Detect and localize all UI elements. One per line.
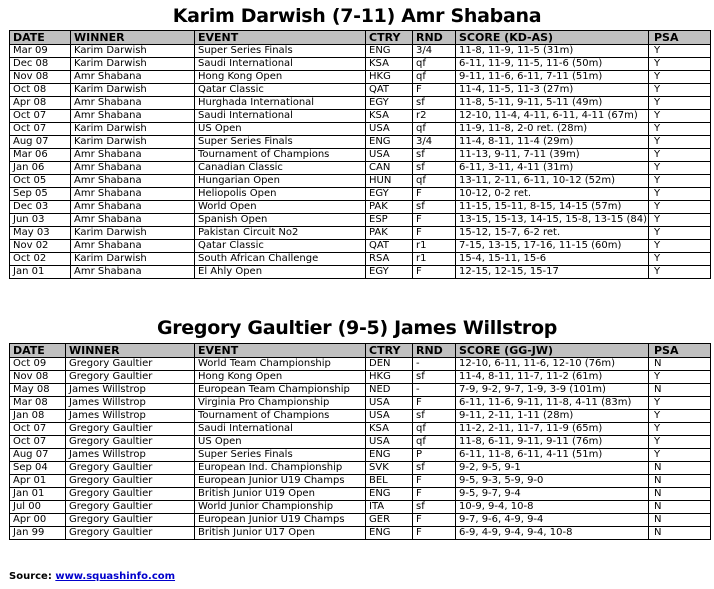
- cell-date: Nov 08: [10, 371, 66, 384]
- cell-psa: Y: [649, 449, 711, 462]
- col-header-psa: PSA: [649, 31, 711, 45]
- cell-winner: Gregory Gaultier: [66, 423, 195, 436]
- cell-psa: Y: [649, 253, 711, 266]
- cell-event: European Ind. Championship: [195, 462, 366, 475]
- cell-event: US Open: [195, 436, 366, 449]
- table1-body: [10, 45, 711, 279]
- cell-winner: Gregory Gaultier: [66, 475, 195, 488]
- cell-rnd: F: [413, 266, 456, 279]
- cell-event: Super Series Finals: [195, 45, 366, 58]
- cell-rnd: sf: [413, 501, 456, 514]
- cell-psa: Y: [649, 84, 711, 97]
- cell-score: 11-2, 2-11, 11-7, 11-9 (65m): [456, 423, 649, 436]
- cell-psa: Y: [649, 45, 711, 58]
- cell-date: Jan 08: [10, 410, 66, 423]
- cell-rnd: P: [413, 449, 456, 462]
- cell-winner: James Willstrop: [66, 410, 195, 423]
- cell-event: World Team Championship: [195, 358, 366, 371]
- cell-winner: Amr Shabana: [71, 110, 195, 123]
- cell-psa: Y: [649, 162, 711, 175]
- cell-rnd: 3/4: [413, 45, 456, 58]
- cell-event: Pakistan Circuit No2: [195, 227, 366, 240]
- cell-date: Sep 05: [10, 188, 71, 201]
- cell-score: 9-2, 9-5, 9-1: [456, 462, 649, 475]
- cell-winner: Karim Darwish: [71, 45, 195, 58]
- cell-winner: Amr Shabana: [71, 240, 195, 253]
- cell-winner: Gregory Gaultier: [66, 462, 195, 475]
- col-header-psa: PSA: [649, 344, 711, 358]
- cell-psa: Y: [649, 149, 711, 162]
- table-row: [10, 462, 711, 475]
- cell-ctry: ENG: [366, 488, 413, 501]
- cell-winner: Amr Shabana: [71, 149, 195, 162]
- cell-rnd: F: [413, 188, 456, 201]
- cell-score: 11-4, 8-11, 11-7, 11-2 (61m): [456, 371, 649, 384]
- cell-date: Mar 08: [10, 397, 66, 410]
- cell-winner: Gregory Gaultier: [66, 501, 195, 514]
- cell-ctry: ENG: [366, 449, 413, 462]
- cell-ctry: RSA: [366, 253, 413, 266]
- cell-score: 6-11, 11-6, 9-11, 11-8, 4-11 (83m): [456, 397, 649, 410]
- cell-date: Oct 08: [10, 84, 71, 97]
- cell-rnd: qf: [413, 436, 456, 449]
- cell-date: Apr 00: [10, 514, 66, 527]
- table-row: [10, 240, 711, 253]
- cell-date: Oct 09: [10, 358, 66, 371]
- cell-event: Hong Kong Open: [195, 371, 366, 384]
- cell-ctry: ITA: [366, 501, 413, 514]
- cell-psa: N: [649, 501, 711, 514]
- cell-event: World Open: [195, 201, 366, 214]
- cell-score: 15-4, 15-11, 15-6: [456, 253, 649, 266]
- cell-ctry: BEL: [366, 475, 413, 488]
- cell-psa: Y: [649, 188, 711, 201]
- cell-score: 12-10, 11-4, 4-11, 6-11, 4-11 (67m): [456, 110, 649, 123]
- cell-event: Tournament of Champions: [195, 410, 366, 423]
- cell-score: 10-12, 0-2 ret.: [456, 188, 649, 201]
- cell-rnd: F: [413, 84, 456, 97]
- cell-psa: Y: [649, 58, 711, 71]
- cell-rnd: F: [413, 527, 456, 540]
- cell-event: Heliopolis Open: [195, 188, 366, 201]
- table-row: [10, 423, 711, 436]
- cell-winner: Amr Shabana: [71, 266, 195, 279]
- cell-psa: N: [649, 527, 711, 540]
- cell-rnd: qf: [413, 71, 456, 84]
- cell-date: Aug 07: [10, 136, 71, 149]
- cell-event: Qatar Classic: [195, 84, 366, 97]
- cell-winner: Karim Darwish: [71, 227, 195, 240]
- cell-score: 6-9, 4-9, 9-4, 9-4, 10-8: [456, 527, 649, 540]
- cell-rnd: F: [413, 514, 456, 527]
- cell-winner: Gregory Gaultier: [66, 527, 195, 540]
- cell-rnd: r1: [413, 240, 456, 253]
- table-row: [10, 266, 711, 279]
- cell-psa: N: [649, 384, 711, 397]
- cell-score: 13-15, 15-13, 14-15, 15-8, 13-15 (84): [456, 214, 649, 227]
- table-row: [10, 84, 711, 97]
- cell-date: May 08: [10, 384, 66, 397]
- cell-event: Qatar Classic: [195, 240, 366, 253]
- col-header-date: DATE: [10, 31, 71, 45]
- table-row: [10, 188, 711, 201]
- cell-ctry: KSA: [366, 58, 413, 71]
- cell-ctry: KSA: [366, 423, 413, 436]
- cell-psa: N: [649, 514, 711, 527]
- cell-ctry: PAK: [366, 201, 413, 214]
- cell-rnd: sf: [413, 462, 456, 475]
- table1-title: Karim Darwish (7-11) Amr Shabana: [172, 5, 542, 27]
- cell-ctry: USA: [366, 436, 413, 449]
- table-row: [10, 45, 711, 58]
- cell-psa: Y: [649, 266, 711, 279]
- table-row: [10, 58, 711, 71]
- cell-rnd: 3/4: [413, 136, 456, 149]
- cell-ctry: CAN: [366, 162, 413, 175]
- cell-ctry: QAT: [366, 240, 413, 253]
- cell-score: 9-5, 9-3, 5-9, 9-0: [456, 475, 649, 488]
- cell-event: Saudi International: [195, 58, 366, 71]
- cell-event: European Junior U19 Champs: [195, 475, 366, 488]
- cell-date: Jun 03: [10, 214, 71, 227]
- cell-date: Oct 02: [10, 253, 71, 266]
- cell-date: Oct 05: [10, 175, 71, 188]
- cell-event: Hong Kong Open: [195, 71, 366, 84]
- cell-psa: Y: [649, 397, 711, 410]
- cell-psa: Y: [649, 214, 711, 227]
- cell-winner: Karim Darwish: [71, 253, 195, 266]
- cell-psa: Y: [649, 410, 711, 423]
- cell-psa: Y: [649, 436, 711, 449]
- table-row: [10, 488, 711, 501]
- cell-score: 12-10, 6-11, 11-6, 12-10 (76m): [456, 358, 649, 371]
- table-row: [10, 410, 711, 423]
- table-row: [10, 253, 711, 266]
- cell-event: Hurghada International: [195, 97, 366, 110]
- cell-date: Jul 00: [10, 501, 66, 514]
- cell-score: 9-5, 9-7, 9-4: [456, 488, 649, 501]
- cell-psa: N: [649, 358, 711, 371]
- cell-rnd: sf: [413, 410, 456, 423]
- cell-rnd: F: [413, 214, 456, 227]
- cell-rnd: -: [413, 384, 456, 397]
- cell-score: 6-11, 11-9, 11-5, 11-6 (50m): [456, 58, 649, 71]
- cell-date: Aug 07: [10, 449, 66, 462]
- cell-date: Nov 02: [10, 240, 71, 253]
- source-link[interactable]: www.squashinfo.com: [55, 571, 176, 582]
- cell-ctry: GER: [366, 514, 413, 527]
- cell-rnd: sf: [413, 97, 456, 110]
- cell-winner: Gregory Gaultier: [66, 488, 195, 501]
- cell-rnd: r1: [413, 253, 456, 266]
- cell-ctry: ESP: [366, 214, 413, 227]
- cell-ctry: QAT: [366, 84, 413, 97]
- cell-ctry: ENG: [366, 527, 413, 540]
- cell-psa: Y: [649, 136, 711, 149]
- cell-score: 6-11, 11-8, 6-11, 4-11 (51m): [456, 449, 649, 462]
- col-header-ctry: CTRY: [366, 344, 413, 358]
- table-row: [10, 201, 711, 214]
- cell-event: Saudi International: [195, 110, 366, 123]
- cell-rnd: F: [413, 475, 456, 488]
- cell-event: Saudi International: [195, 423, 366, 436]
- cell-winner: Gregory Gaultier: [66, 358, 195, 371]
- cell-ctry: EGY: [366, 266, 413, 279]
- cell-event: Tournament of Champions: [195, 149, 366, 162]
- table-row: [10, 397, 711, 410]
- table-row: [10, 97, 711, 110]
- head-to-head-table-gaultier-willstrop: [9, 343, 711, 540]
- cell-psa: N: [649, 462, 711, 475]
- cell-ctry: EGY: [366, 97, 413, 110]
- table-row: [10, 449, 711, 462]
- cell-event: Super Series Finals: [195, 136, 366, 149]
- cell-score: 11-15, 15-11, 8-15, 14-15 (57m): [456, 201, 649, 214]
- cell-ctry: PAK: [366, 227, 413, 240]
- cell-psa: Y: [649, 371, 711, 384]
- source-line: [9, 571, 175, 582]
- cell-rnd: qf: [413, 175, 456, 188]
- cell-rnd: r2: [413, 110, 456, 123]
- cell-date: Nov 08: [10, 71, 71, 84]
- table-row: [10, 214, 711, 227]
- cell-ctry: USA: [366, 397, 413, 410]
- cell-winner: James Willstrop: [66, 449, 195, 462]
- cell-score: 10-9, 9-4, 10-8: [456, 501, 649, 514]
- col-header-event: EVENT: [195, 344, 366, 358]
- cell-score: 7-9, 9-2, 9-7, 1-9, 3-9 (101m): [456, 384, 649, 397]
- cell-winner: Gregory Gaultier: [66, 436, 195, 449]
- table-row: [10, 149, 711, 162]
- cell-winner: Gregory Gaultier: [66, 514, 195, 527]
- cell-rnd: qf: [413, 123, 456, 136]
- table-row: [10, 475, 711, 488]
- table-row: [10, 384, 711, 397]
- cell-event: European Team Championship: [195, 384, 366, 397]
- cell-psa: Y: [649, 175, 711, 188]
- cell-ctry: EGY: [366, 188, 413, 201]
- cell-psa: Y: [649, 110, 711, 123]
- cell-psa: Y: [649, 240, 711, 253]
- table-row: [10, 527, 711, 540]
- cell-ctry: KSA: [366, 110, 413, 123]
- cell-psa: N: [649, 475, 711, 488]
- cell-date: Oct 07: [10, 436, 66, 449]
- cell-date: Apr 08: [10, 97, 71, 110]
- cell-score: 11-8, 5-11, 9-11, 5-11 (49m): [456, 97, 649, 110]
- table-row: [10, 514, 711, 527]
- cell-score: 11-4, 8-11, 11-4 (29m): [456, 136, 649, 149]
- cell-event: El Ahly Open: [195, 266, 366, 279]
- cell-winner: Amr Shabana: [71, 175, 195, 188]
- cell-date: May 03: [10, 227, 71, 240]
- cell-score: 9-11, 11-6, 6-11, 7-11 (51m): [456, 71, 649, 84]
- cell-rnd: sf: [413, 162, 456, 175]
- cell-date: Jan 01: [10, 488, 66, 501]
- cell-date: Apr 01: [10, 475, 66, 488]
- source-label: Source:: [9, 571, 52, 582]
- cell-rnd: sf: [413, 371, 456, 384]
- cell-ctry: HKG: [366, 371, 413, 384]
- cell-winner: Amr Shabana: [71, 188, 195, 201]
- cell-winner: James Willstrop: [66, 384, 195, 397]
- table-row: [10, 71, 711, 84]
- cell-score: 11-8, 6-11, 9-11, 9-11 (76m): [456, 436, 649, 449]
- cell-ctry: USA: [366, 149, 413, 162]
- cell-score: 9-11, 2-11, 1-11 (28m): [456, 410, 649, 423]
- cell-score: 11-13, 9-11, 7-11 (39m): [456, 149, 649, 162]
- col-header-score: SCORE (KD-AS): [456, 31, 649, 45]
- cell-event: Canadian Classic: [195, 162, 366, 175]
- col-header-rnd: RND: [413, 344, 456, 358]
- col-header-winner: WINNER: [66, 344, 195, 358]
- cell-winner: Amr Shabana: [71, 214, 195, 227]
- cell-event: Hungarian Open: [195, 175, 366, 188]
- cell-event: Spanish Open: [195, 214, 366, 227]
- cell-date: Mar 06: [10, 149, 71, 162]
- col-header-ctry: CTRY: [366, 31, 413, 45]
- table-row: [10, 136, 711, 149]
- table-row: [10, 175, 711, 188]
- col-header-date: DATE: [10, 344, 66, 358]
- cell-event: Super Series Finals: [195, 449, 366, 462]
- cell-rnd: F: [413, 227, 456, 240]
- cell-winner: Karim Darwish: [71, 123, 195, 136]
- cell-event: World Junior Championship: [195, 501, 366, 514]
- cell-rnd: -: [413, 358, 456, 371]
- cell-score: 12-15, 12-15, 15-17: [456, 266, 649, 279]
- cell-winner: Karim Darwish: [71, 136, 195, 149]
- cell-event: European Junior U19 Champs: [195, 514, 366, 527]
- cell-date: Dec 08: [10, 58, 71, 71]
- cell-winner: Amr Shabana: [71, 201, 195, 214]
- cell-date: Jan 06: [10, 162, 71, 175]
- cell-score: 11-4, 11-5, 11-3 (27m): [456, 84, 649, 97]
- cell-ctry: NED: [366, 384, 413, 397]
- cell-winner: James Willstrop: [66, 397, 195, 410]
- table-row: [10, 162, 711, 175]
- cell-rnd: F: [413, 397, 456, 410]
- cell-winner: Amr Shabana: [71, 97, 195, 110]
- cell-event: South African Challenge: [195, 253, 366, 266]
- cell-event: British Junior U17 Open: [195, 527, 366, 540]
- table-row: [10, 227, 711, 240]
- cell-psa: Y: [649, 71, 711, 84]
- col-header-event: EVENT: [195, 31, 366, 45]
- cell-event: US Open: [195, 123, 366, 136]
- cell-ctry: USA: [366, 410, 413, 423]
- cell-rnd: qf: [413, 58, 456, 71]
- cell-psa: Y: [649, 123, 711, 136]
- table-row: [10, 436, 711, 449]
- cell-psa: Y: [649, 423, 711, 436]
- col-header-winner: WINNER: [71, 31, 195, 45]
- cell-ctry: ENG: [366, 136, 413, 149]
- cell-rnd: qf: [413, 423, 456, 436]
- cell-event: Virginia Pro Championship: [195, 397, 366, 410]
- cell-winner: Amr Shabana: [71, 71, 195, 84]
- cell-psa: Y: [649, 97, 711, 110]
- cell-date: Dec 03: [10, 201, 71, 214]
- col-header-score: SCORE (GG-JW): [456, 344, 649, 358]
- cell-date: Oct 07: [10, 123, 71, 136]
- table-row: [10, 371, 711, 384]
- cell-ctry: SVK: [366, 462, 413, 475]
- cell-ctry: USA: [366, 123, 413, 136]
- cell-score: 7-15, 13-15, 17-16, 11-15 (60m): [456, 240, 649, 253]
- cell-winner: Karim Darwish: [71, 84, 195, 97]
- cell-ctry: DEN: [366, 358, 413, 371]
- cell-psa: Y: [649, 227, 711, 240]
- cell-rnd: sf: [413, 201, 456, 214]
- cell-winner: Gregory Gaultier: [66, 371, 195, 384]
- cell-psa: N: [649, 488, 711, 501]
- cell-ctry: HKG: [366, 71, 413, 84]
- table-row: [10, 501, 711, 514]
- cell-ctry: ENG: [366, 45, 413, 58]
- cell-rnd: sf: [413, 149, 456, 162]
- cell-date: Sep 04: [10, 462, 66, 475]
- cell-score: 11-8, 11-9, 11-5 (31m): [456, 45, 649, 58]
- cell-ctry: HUN: [366, 175, 413, 188]
- cell-winner: Amr Shabana: [71, 162, 195, 175]
- table-row: [10, 110, 711, 123]
- table-row: [10, 358, 711, 371]
- cell-date: Jan 99: [10, 527, 66, 540]
- col-header-rnd: RND: [413, 31, 456, 45]
- cell-score: 13-11, 2-11, 6-11, 10-12 (52m): [456, 175, 649, 188]
- table-header-row: [10, 31, 711, 45]
- cell-score: 15-12, 15-7, 6-2 ret.: [456, 227, 649, 240]
- cell-score: 9-7, 9-6, 4-9, 9-4: [456, 514, 649, 527]
- cell-rnd: F: [413, 488, 456, 501]
- cell-score: 6-11, 3-11, 4-11 (31m): [456, 162, 649, 175]
- cell-date: Jan 01: [10, 266, 71, 279]
- table2-title: Gregory Gaultier (9-5) James Willstrop: [156, 317, 558, 339]
- cell-date: Mar 09: [10, 45, 71, 58]
- cell-date: Oct 07: [10, 110, 71, 123]
- cell-date: Oct 07: [10, 423, 66, 436]
- cell-psa: Y: [649, 201, 711, 214]
- table-header-row: [10, 344, 711, 358]
- cell-winner: Karim Darwish: [71, 58, 195, 71]
- cell-event: British Junior U19 Open: [195, 488, 366, 501]
- head-to-head-table-darwish-shabana: [9, 30, 711, 279]
- cell-score: 11-9, 11-8, 2-0 ret. (28m): [456, 123, 649, 136]
- table-row: [10, 123, 711, 136]
- table2-body: [10, 358, 711, 540]
